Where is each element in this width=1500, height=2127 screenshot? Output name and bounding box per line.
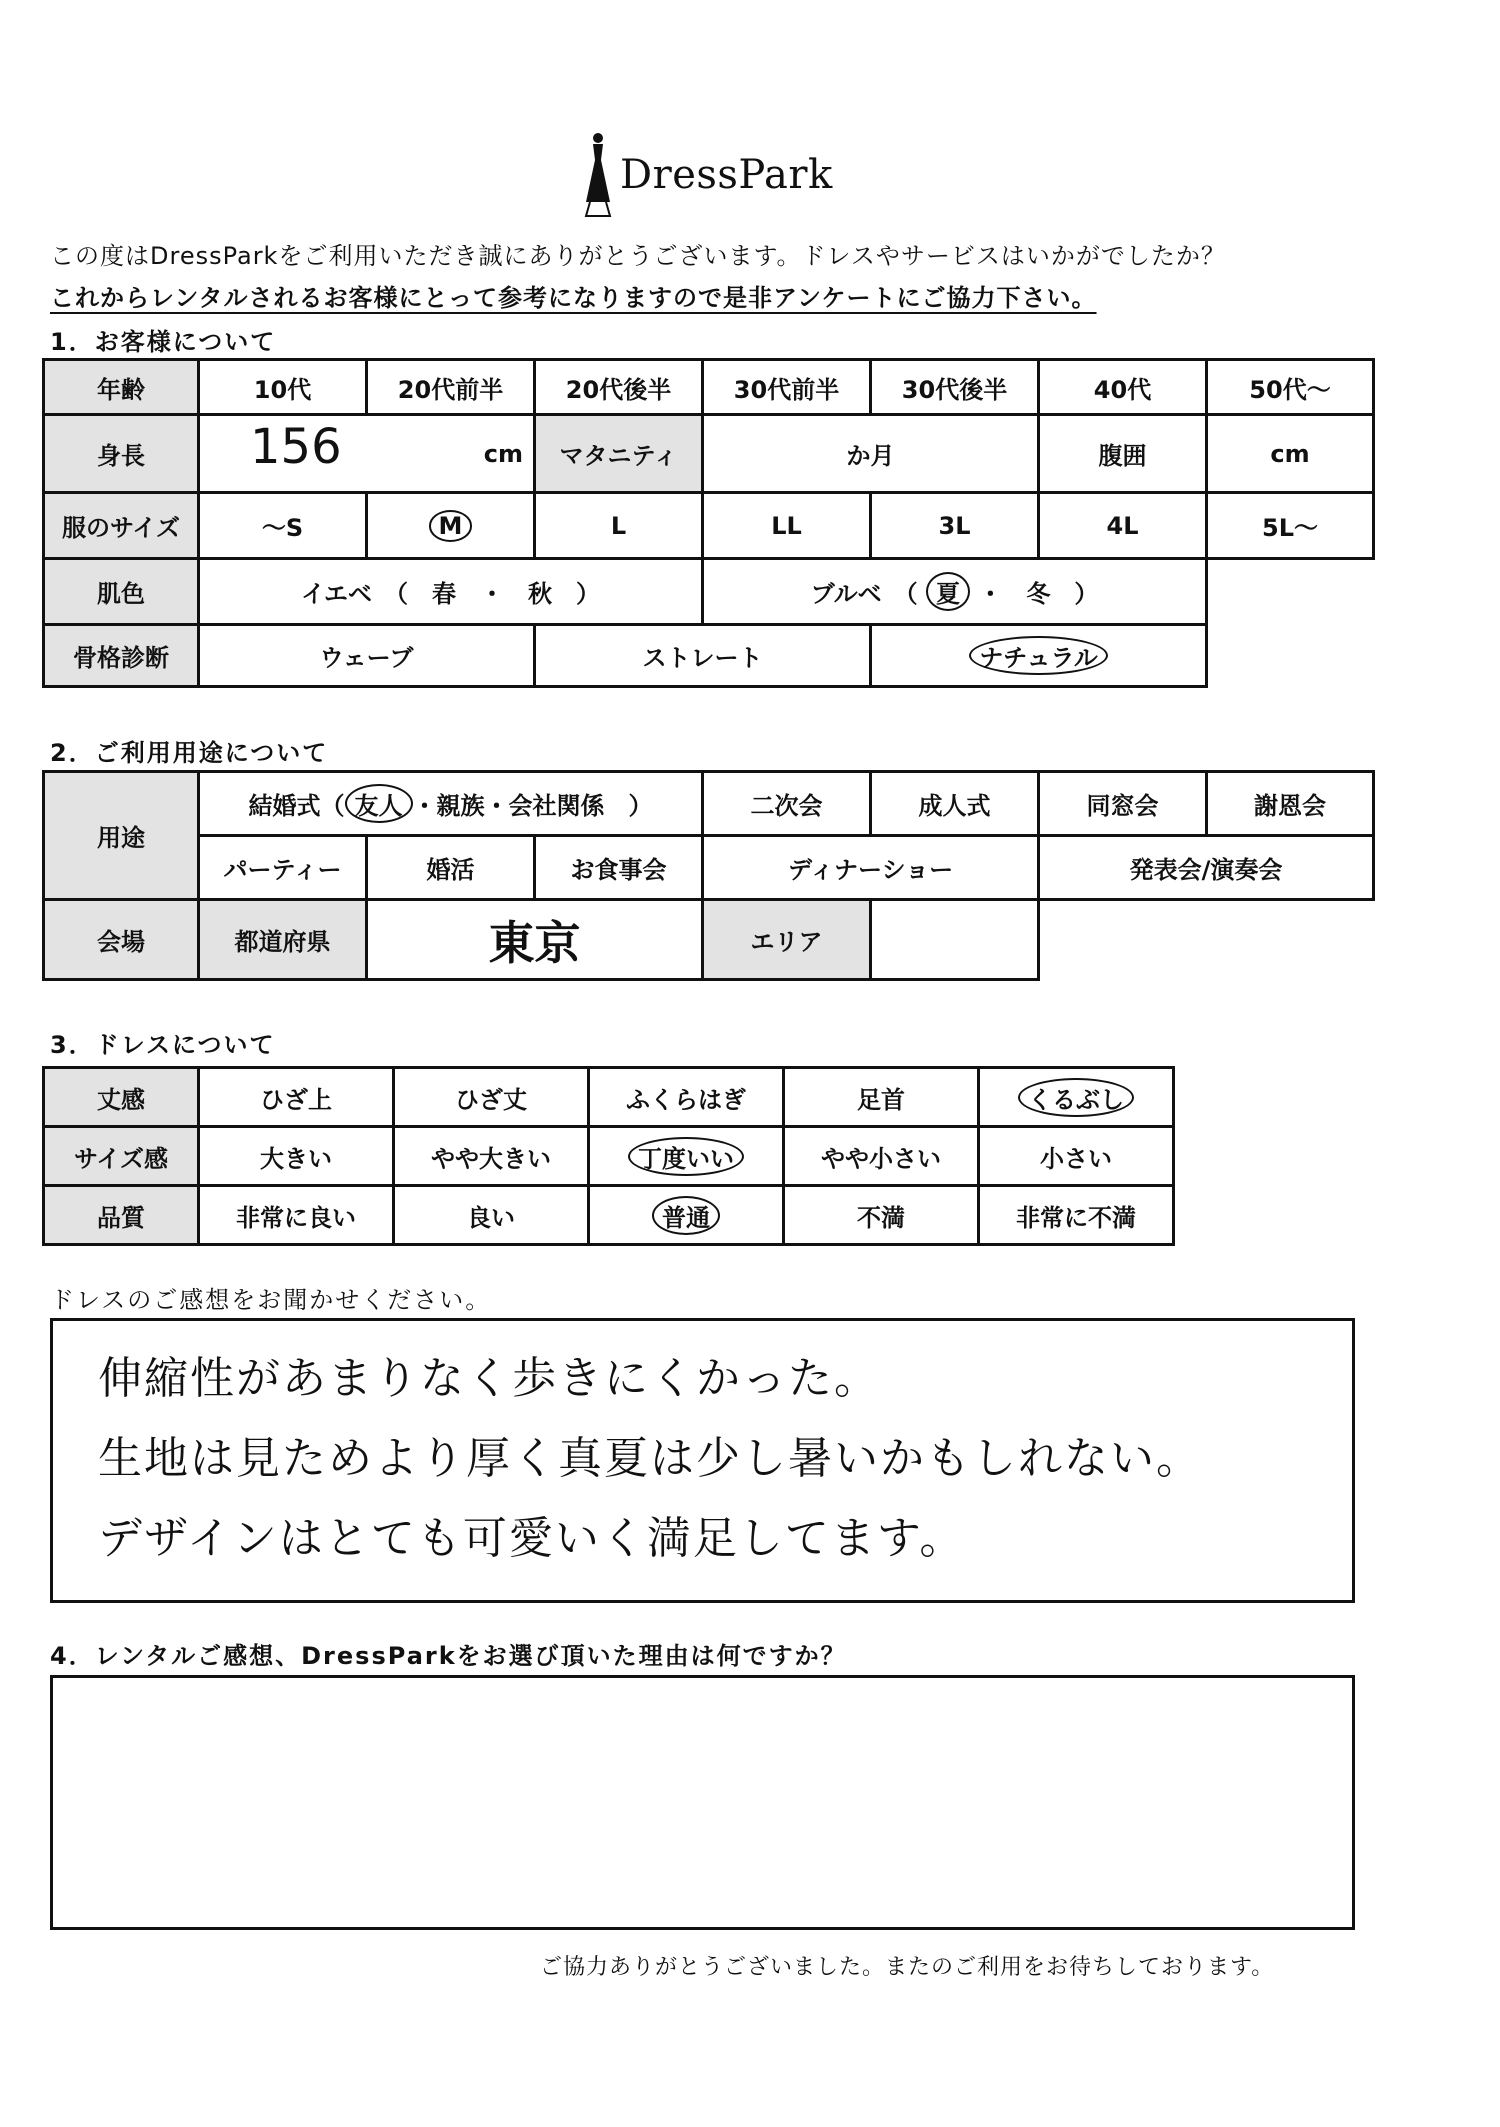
age-option[interactable]: 20代前半: [367, 360, 535, 415]
purpose-table: [42, 770, 1375, 981]
skin-blue-prefix: ブルベ （: [810, 580, 918, 608]
fit-option[interactable]: やや小さい: [784, 1127, 979, 1186]
empty-cell: [1039, 900, 1374, 980]
fit-option[interactable]: 小さい: [979, 1127, 1174, 1186]
intro-line-1: この度はDressParkをご利用いただき誠にありがとうございます。ドレスやサービスはいかがでしたか？: [50, 242, 1226, 270]
length-label: 丈感: [44, 1068, 199, 1127]
quality-option[interactable]: 非常に不満: [979, 1186, 1174, 1245]
maternity-months[interactable]: か月: [703, 415, 1039, 493]
age-option[interactable]: 10代: [199, 360, 367, 415]
height-unit: cm: [483, 439, 523, 468]
maternity-label: マタニティ: [535, 415, 703, 493]
age-label: 年齢: [44, 360, 199, 415]
height-field[interactable]: [199, 415, 535, 493]
length-option-selected[interactable]: [979, 1068, 1174, 1127]
prefecture-value[interactable]: 東京: [367, 900, 703, 980]
quality-option[interactable]: 良い: [394, 1186, 589, 1245]
purpose-option[interactable]: 同窓会: [1039, 772, 1207, 836]
prefecture-label: 都道府県: [199, 900, 367, 980]
wedding-selected: 友人: [345, 784, 413, 823]
waist-label: 腹囲: [1039, 415, 1207, 493]
frame-option[interactable]: ストレート: [535, 625, 871, 687]
comment-line: 伸縮性があまりなく歩きにくかった。: [98, 1353, 880, 1404]
section4-title: 4．レンタルご感想、DressParkをお選び頂いた理由は何ですか？: [50, 1642, 847, 1670]
customer-table: [42, 358, 1375, 688]
purpose-option[interactable]: 発表会/演奏会: [1039, 836, 1374, 900]
quality-selected-mark: 普通: [652, 1196, 720, 1235]
fit-label: サイズ感: [44, 1127, 199, 1186]
height-label: 身長: [44, 415, 199, 493]
purpose-option[interactable]: 謝恩会: [1207, 772, 1374, 836]
age-option[interactable]: 50代～: [1207, 360, 1374, 415]
wedding-suffix: ・親族・会社関係 ）: [412, 792, 653, 820]
waist-unit[interactable]: cm: [1207, 415, 1374, 493]
quality-option[interactable]: 不満: [784, 1186, 979, 1245]
purpose-wedding[interactable]: [199, 772, 703, 836]
age-option[interactable]: 30代後半: [871, 360, 1039, 415]
rental-comment-box[interactable]: [50, 1675, 1355, 1930]
skin-blue-suffix: ・ 冬 ）: [978, 580, 1099, 608]
section3-title: 3．ドレスについて: [50, 1031, 276, 1059]
quality-option[interactable]: 非常に良い: [199, 1186, 394, 1245]
fit-selected-mark: 丁度いい: [628, 1137, 744, 1176]
frame-label: 骨格診断: [44, 625, 199, 687]
comment-prompt: ドレスのご感想をお聞かせください。: [50, 1286, 492, 1314]
height-value: 156: [250, 418, 342, 475]
purpose-option[interactable]: ディナーショー: [703, 836, 1039, 900]
empty-cell: [1207, 559, 1374, 625]
purpose-option[interactable]: お食事会: [535, 836, 703, 900]
frame-option[interactable]: ウェーブ: [199, 625, 535, 687]
frame-option-selected[interactable]: [871, 625, 1207, 687]
dress-table: [42, 1066, 1175, 1246]
brand-name: DressPark: [620, 152, 833, 198]
purpose-option[interactable]: 婚活: [367, 836, 535, 900]
fit-option[interactable]: 大きい: [199, 1127, 394, 1186]
size-option[interactable]: 3L: [871, 493, 1039, 559]
size-option[interactable]: 5L～: [1207, 493, 1374, 559]
section1-title: 1．お客様について: [50, 328, 277, 356]
intro-line-2: これからレンタルされるお客様にとって参考になりますので是非アンケートにご協力下さい。: [50, 284, 1097, 312]
footer-thanks: ご協力ありがとうございました。またのご利用をお待ちしております。: [540, 1955, 1275, 1980]
area-value[interactable]: [871, 900, 1039, 980]
length-option[interactable]: ひざ丈: [394, 1068, 589, 1127]
skin-yellow[interactable]: イエベ （ 春 ・ 秋 ）: [199, 559, 703, 625]
length-option[interactable]: ひざ上: [199, 1068, 394, 1127]
size-label: 服のサイズ: [44, 493, 199, 559]
wedding-prefix: 結婚式（: [248, 792, 345, 820]
size-option[interactable]: LL: [703, 493, 871, 559]
size-selected-mark: M: [429, 510, 473, 542]
size-option[interactable]: 4L: [1039, 493, 1207, 559]
comment-line: デザインはとても可愛いく満足してます。: [98, 1513, 966, 1564]
age-option[interactable]: 20代後半: [535, 360, 703, 415]
dress-icon: [580, 130, 616, 220]
quality-label: 品質: [44, 1186, 199, 1245]
age-option[interactable]: 30代前半: [703, 360, 871, 415]
purpose-option[interactable]: 二次会: [703, 772, 871, 836]
dress-comment-box[interactable]: [50, 1318, 1355, 1603]
frame-selected-mark: ナチュラル: [969, 636, 1108, 675]
section2-title: 2．ご利用用途について: [50, 739, 329, 767]
venue-label: 会場: [44, 900, 199, 980]
length-option[interactable]: 足首: [784, 1068, 979, 1127]
size-option[interactable]: ～S: [199, 493, 367, 559]
comment-line: 生地は見ためより厚く真夏は少し暑いかもしれない。: [98, 1433, 1202, 1484]
size-option-selected[interactable]: [367, 493, 535, 559]
purpose-label: 用途: [44, 772, 199, 900]
fit-option-selected[interactable]: [589, 1127, 784, 1186]
skin-blue-selected: 夏: [926, 572, 970, 611]
size-option[interactable]: L: [535, 493, 703, 559]
purpose-option[interactable]: 成人式: [871, 772, 1039, 836]
age-option[interactable]: 40代: [1039, 360, 1207, 415]
length-option[interactable]: ふくらはぎ: [589, 1068, 784, 1127]
empty-cell: [1207, 625, 1374, 687]
skin-blue[interactable]: [703, 559, 1207, 625]
skin-label: 肌色: [44, 559, 199, 625]
quality-option-selected[interactable]: [589, 1186, 784, 1245]
purpose-option[interactable]: パーティー: [199, 836, 367, 900]
area-label: エリア: [703, 900, 871, 980]
dresspark-logo: [580, 130, 920, 220]
fit-option[interactable]: やや大きい: [394, 1127, 589, 1186]
length-selected-mark: くるぶし: [1018, 1078, 1134, 1117]
